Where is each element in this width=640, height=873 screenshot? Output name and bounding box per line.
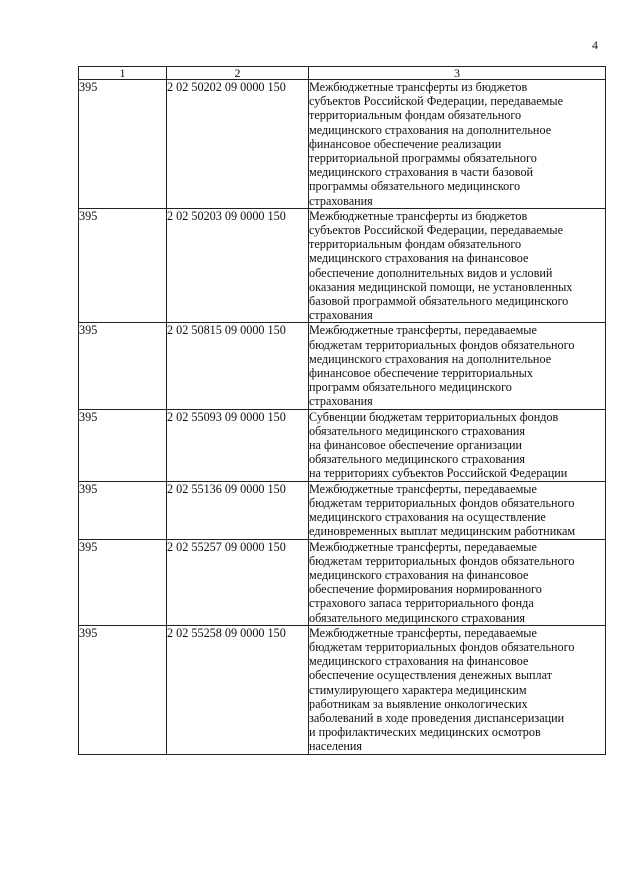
description-line: территориальным фондам обязательного (309, 108, 522, 123)
table-row (79, 409, 606, 481)
description-line: страхования (309, 308, 373, 323)
description-line: работникам за выявление онкологических (309, 696, 528, 711)
description-line: финансовое обеспечение территориальных (309, 366, 533, 381)
description-line: финансовое обеспечение реализации (309, 136, 502, 151)
description-line: медицинского страхования в части базовой (309, 165, 534, 180)
description-line: Межбюджетные трансферты, передаваемые (309, 539, 537, 554)
description-cell (309, 80, 606, 209)
description-line: бюджетам территориальных фондов обязательного (309, 639, 575, 654)
description-line: бюджетам территориальных фондов обязательного (309, 337, 575, 352)
budget-code-cell: 2 02 50203 09 0000 150 (167, 208, 309, 323)
description-line: субъектов Российской Федерации, передаваемые (309, 223, 563, 238)
description-line: медицинского страхования на дополнительное (309, 351, 552, 366)
table-body (79, 80, 606, 755)
description-cell (309, 539, 606, 625)
description-line: страхового запаса территориального фонда (309, 596, 534, 611)
description-line: территориальной программы обязательного (309, 151, 537, 166)
header-row (79, 67, 606, 80)
description-line: бюджетам территориальных фондов обязательного (309, 553, 575, 568)
header-column-1: 1 (79, 67, 167, 80)
table-header (79, 67, 606, 80)
description-line: Межбюджетные трансферты, передаваемые (309, 625, 537, 640)
description-cell (309, 208, 606, 323)
table-row (79, 625, 606, 754)
description-line: обязательного медицинского страхования (309, 452, 525, 467)
budget-code-cell: 2 02 55258 09 0000 150 (167, 625, 309, 754)
description-cell (309, 481, 606, 539)
description-line: территориальным фондам обязательного (309, 237, 522, 252)
budget-code-cell: 2 02 55136 09 0000 150 (167, 481, 309, 539)
admin-code-cell: 395 (79, 481, 167, 539)
table-row (79, 539, 606, 625)
description-line: базовой программой обязательного медицинского (309, 294, 569, 309)
table-row (79, 208, 606, 323)
description-line: медицинского страхования на финансовое (309, 251, 529, 266)
budget-code-cell: 2 02 55093 09 0000 150 (167, 409, 309, 481)
description-line: единовременных выплат медицинским работникам (309, 524, 576, 539)
description-line: заболеваний в ходе проведения диспансеризации (309, 710, 565, 725)
header-column-2: 2 (167, 67, 309, 80)
description-line: Межбюджетные трансферты из бюджетов (309, 208, 528, 223)
description-line: субъектов Российской Федерации, передаваемые (309, 94, 563, 109)
budget-code-cell: 2 02 55257 09 0000 150 (167, 539, 309, 625)
description-line: и профилактических медицинских осмотров (309, 725, 541, 740)
admin-code-cell: 395 (79, 625, 167, 754)
description-line: на территориях субъектов Российской Федерации (309, 466, 568, 481)
description-line: обеспечение формирования нормированного (309, 582, 542, 597)
description-line: страхования (309, 193, 373, 208)
description-line: обязательного медицинского страхования (309, 423, 525, 438)
admin-code-cell: 395 (79, 539, 167, 625)
header-column-3: 3 (309, 67, 606, 80)
admin-code-cell: 395 (79, 409, 167, 481)
description-line: Межбюджетные трансферты из бюджетов (309, 80, 528, 94)
description-line: стимулирующего характера медицинским (309, 682, 527, 697)
page-number: 4 (592, 38, 598, 52)
description-line: страхования (309, 394, 373, 409)
description-cell (309, 409, 606, 481)
budget-classification-table (78, 66, 606, 755)
description-line: медицинского страхования на дополнительное (309, 122, 552, 137)
description-line: населения (309, 739, 363, 754)
description-cell (309, 323, 606, 409)
description-line: медицинского страхования на финансовое (309, 654, 529, 669)
description-line: программ обязательного медицинского (309, 380, 512, 395)
description-line: Субвенции бюджетам территориальных фондов (309, 409, 559, 424)
description-line: медицинского страхования на осуществление (309, 510, 546, 525)
budget-code-cell: 2 02 50202 09 0000 150 (167, 80, 309, 209)
description-line: программы обязательного медицинского (309, 179, 521, 194)
description-line: обеспечение дополнительных видов и условий (309, 265, 553, 280)
table-row (79, 323, 606, 409)
description-line: Межбюджетные трансферты, передаваемые (309, 481, 537, 496)
description-line: Межбюджетные трансферты, передаваемые (309, 323, 537, 338)
admin-code-cell: 395 (79, 80, 167, 209)
description-line: оказания медицинской помощи, не установленных (309, 279, 573, 294)
description-line: медицинского страхования на финансовое (309, 567, 529, 582)
admin-code-cell: 395 (79, 208, 167, 323)
admin-code-cell: 395 (79, 323, 167, 409)
description-line: обязательного медицинского страхования (309, 610, 525, 625)
description-line: бюджетам территориальных фондов обязательного (309, 495, 575, 510)
description-line: обеспечение осуществления денежных выплат (309, 668, 553, 683)
table-row (79, 80, 606, 209)
description-line: на финансовое обеспечение организации (309, 438, 523, 453)
description-cell (309, 625, 606, 754)
budget-code-cell: 2 02 50815 09 0000 150 (167, 323, 309, 409)
table-row (79, 481, 606, 539)
